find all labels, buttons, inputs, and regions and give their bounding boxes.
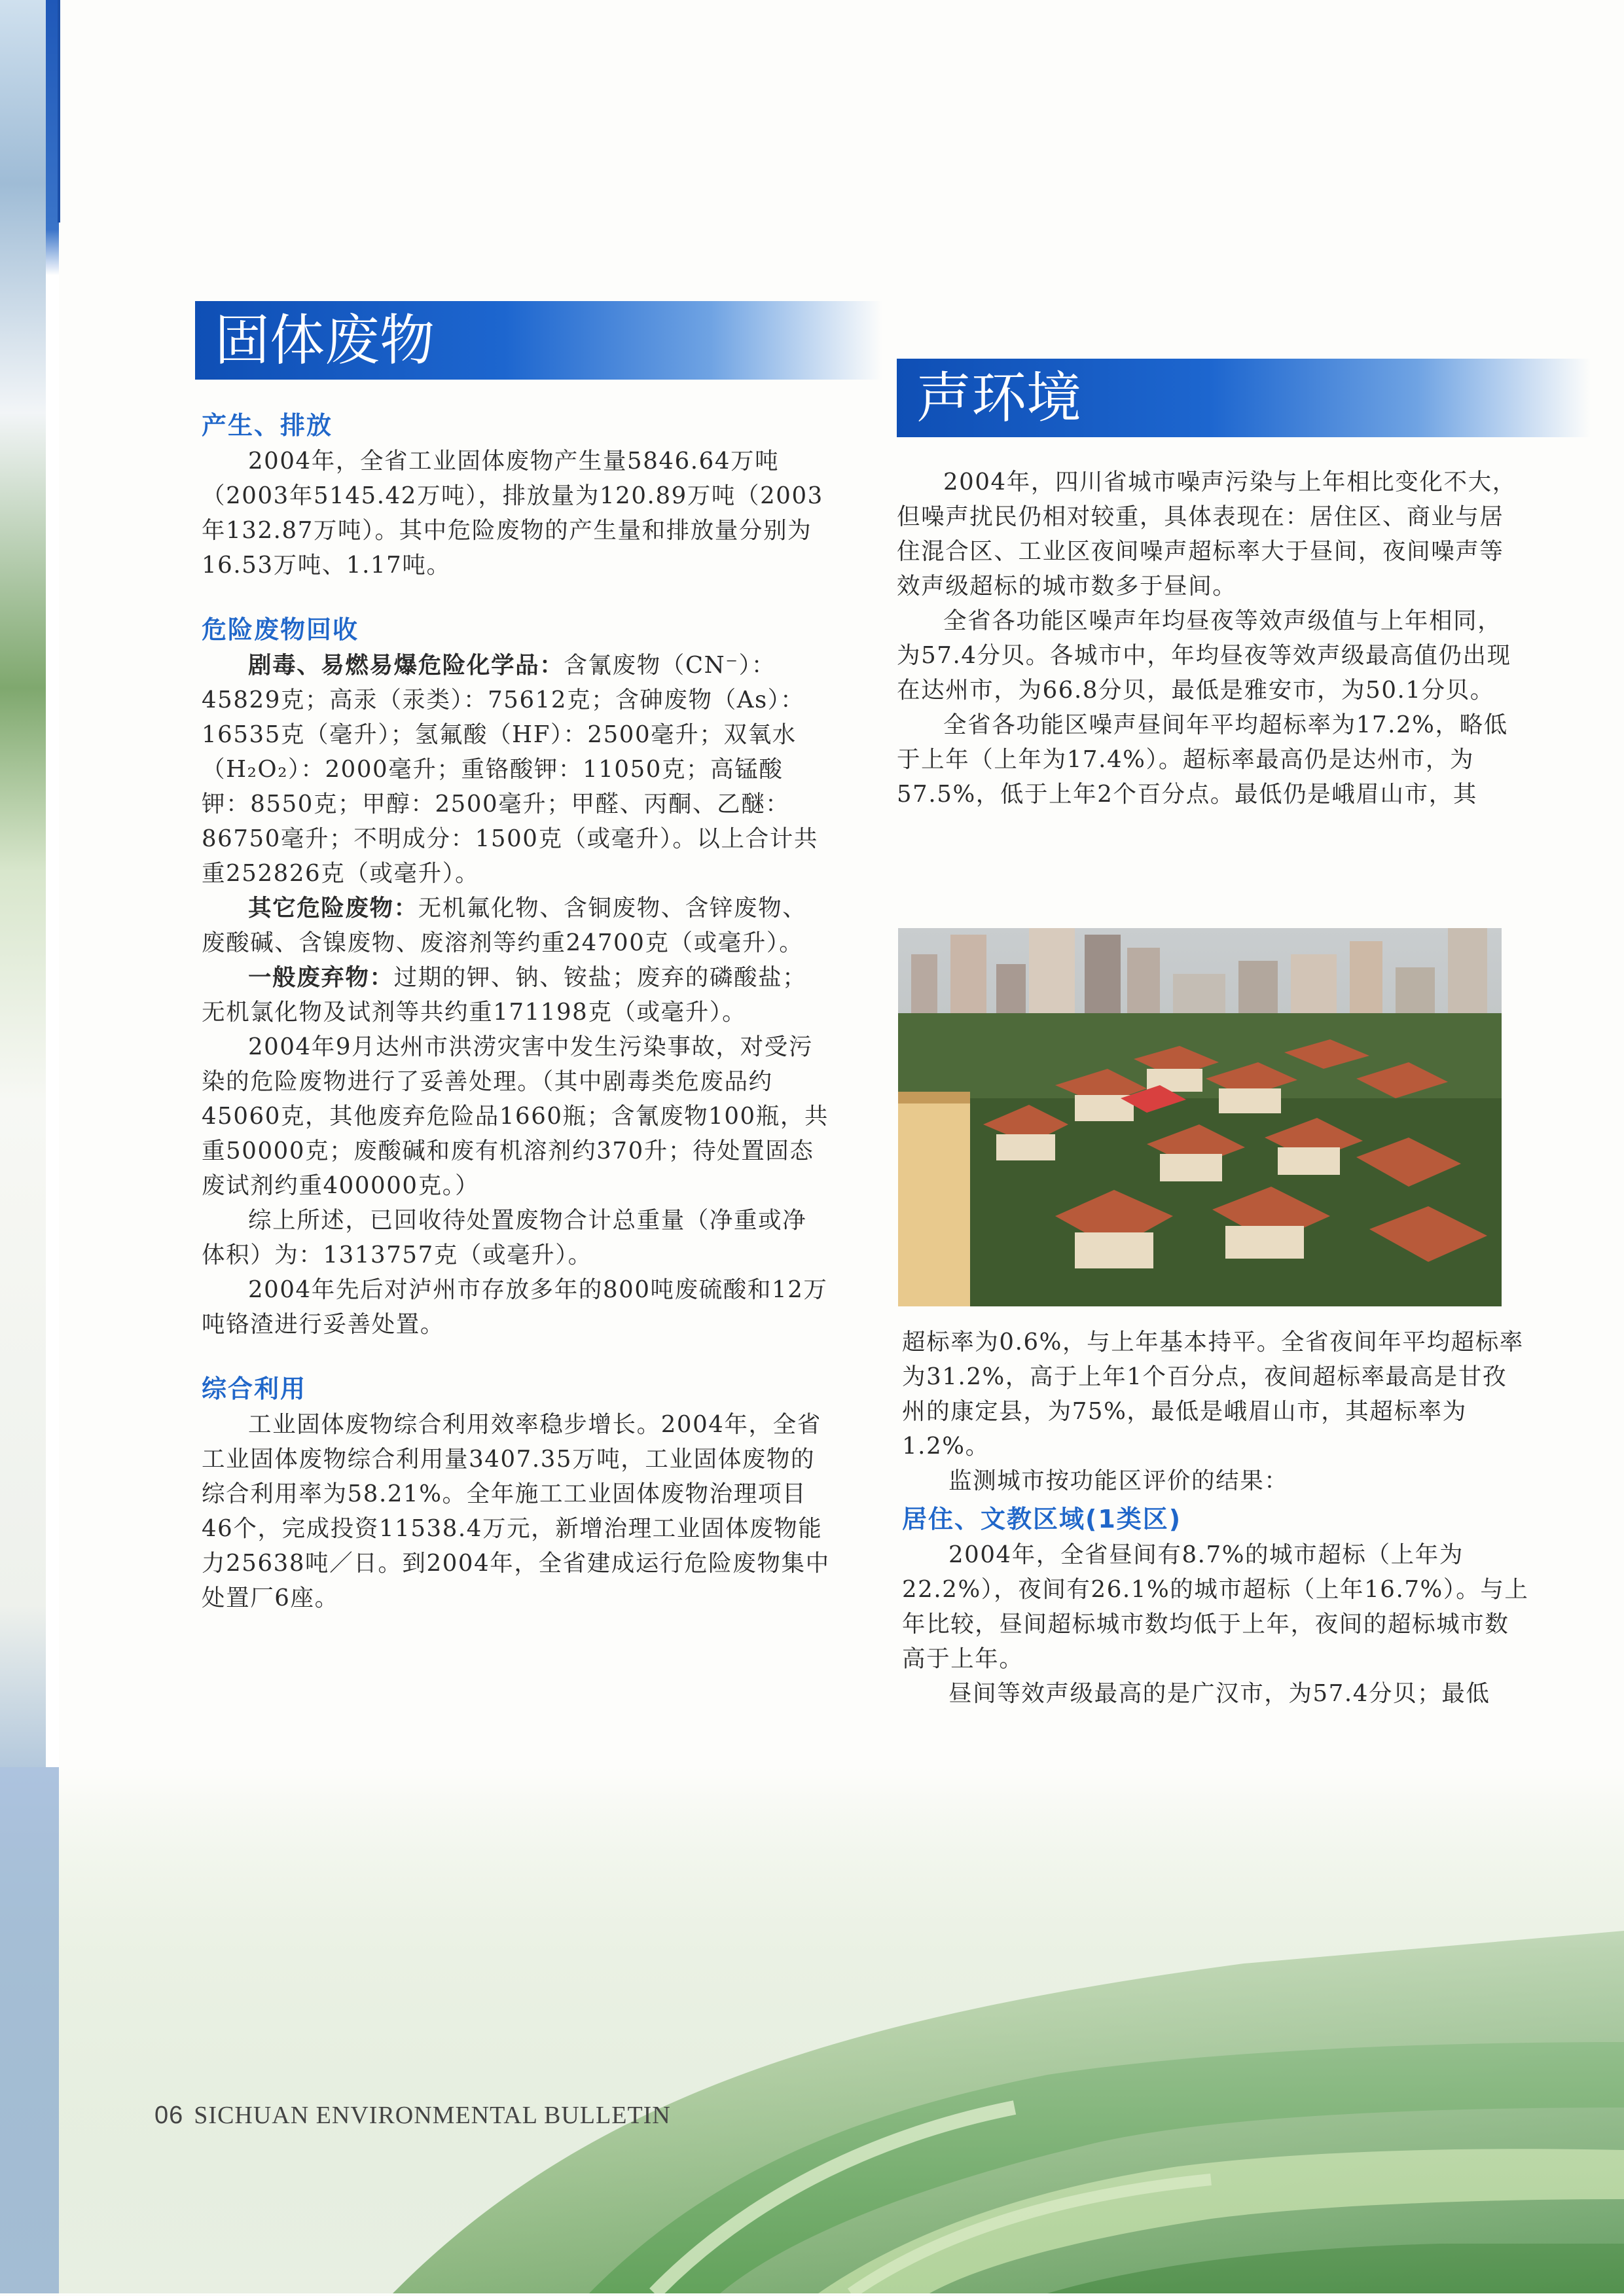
paragraph-toxic bbox=[202, 648, 830, 891]
paragraph-sound-6: 2004年，全省昼间有8.7%的城市超标（上年为22.2%），夜间有26.1%的城市超标（上年16.7%）。与上年比较，昼间超标城市数均低于上年，夜间的超标城市数高于上年。 bbox=[902, 1541, 1529, 1672]
paragraph-sound-4: 超标率为0.6%，与上年基本持平。全省夜间年平均超标率为31.2%，高于上年1个百分点，夜间超标率最高是甘孜州的康定县，为75%，最低是峨眉山市，其超标率为1.2%。 bbox=[902, 1329, 1524, 1460]
label-general-waste: 一般废弃物： bbox=[248, 964, 394, 991]
section-title-solid-waste: 固体废物 bbox=[195, 301, 882, 380]
subheading-zone1: 居住、文教区域(1类区) bbox=[902, 1505, 1182, 1534]
paragraph-sound-7: 昼间等效声级最高的是广汉市，为57.4分贝；最低 bbox=[948, 1680, 1490, 1707]
paragraph-sound-2: 全省各功能区噪声年均昼夜等效声级值与上年相同，为57.4分贝。各城市中，年均昼夜等效声级最高值仍出现在达州市，为66.8分贝，最低是雅安市，为50.1分贝。 bbox=[897, 607, 1511, 704]
paragraph-general-waste bbox=[202, 960, 830, 1030]
subheading-hazard-recovery: 危险废物回收 bbox=[202, 615, 359, 644]
publication-name: SICHUAN ENVIRONMENTAL BULLETIN bbox=[194, 2102, 671, 2129]
paragraph-generation: 2004年，全省工业固体废物产生量5846.64万吨（2003年5145.42万吨），排放量为120.89万吨（2003年132.87万吨）。其中危险废物的产生量和排放量分别为16.53万吨、1.17吨。 bbox=[202, 448, 823, 579]
city-residential-photo bbox=[898, 928, 1502, 1306]
paragraph-luzhou: 2004年先后对泸州市存放多年的800吨废硫酸和12万吨铬渣进行妥善处置。 bbox=[202, 1276, 828, 1338]
text-other-hazard: 无机氟化物、含铜废物、含锌废物、废酸碱、含镍废物、废溶剂等约重24700克（或毫升）。 bbox=[202, 895, 807, 956]
section-title-sound: 声环境 bbox=[897, 359, 1591, 437]
paragraph-total: 综上所述，已回收待处置废物合计总重量（净重或净体积）为：1313757克（或毫升）。 bbox=[202, 1207, 807, 1268]
paragraph-sound-1: 2004年，四川省城市噪声污染与上年相比变化不大，但噪声扰民仍相对较重，具体表现在：居住区、商业与居住混合区、工业区夜间噪声超标率大于昼间，夜间噪声等效声级超标的城市数多于昼间。 bbox=[897, 469, 1517, 600]
paragraph-other-hazard bbox=[202, 891, 830, 960]
text-toxic: 含氰废物（CN⁻）：45829克；高汞（汞类）：75612克；含砷废物（As）：16535克（毫升）；氢氟酸（HF）：2500毫升；双氧水（H₂O₂）：2000毫升；重铬酸钾：11050克；高锰酸钾：8550克；甲醇：2500毫升；甲醛、丙酮、乙醚：86750毫升；不明成分：1500克（或毫升）。以上合计共重252826克（或毫升）。 bbox=[202, 652, 818, 887]
subheading-generation: 产生、排放 bbox=[202, 411, 333, 440]
paragraph-dazhou: 2004年9月达州市洪涝灾害中发生污染事故，对受污染的危险废物进行了妥善处理。（其中剧毒类危废品约45060克，其他废弃危险品1660瓶；含氰废物100瓶，共重50000克；废酸碱和废有机溶剂约370升；待处置固态废试剂约重400000克。） bbox=[202, 1033, 829, 1199]
subheading-utilization: 综合利用 bbox=[202, 1374, 307, 1403]
label-toxic: 剧毒、易燃易爆危险化学品： bbox=[248, 652, 564, 679]
page-number: 06 bbox=[154, 2102, 184, 2129]
solid-waste-column bbox=[202, 407, 830, 1615]
left-edge-line bbox=[58, 0, 60, 223]
paragraph-sound-3: 全省各功能区噪声昼间年平均超标率为17.2%，略低于上年（上年为17.4%）。超标率最高仍是达州市，为57.5%，低于上年2个百分点。最低仍是峨眉山市，其 bbox=[897, 711, 1508, 808]
label-other-hazard: 其它危险废物： bbox=[248, 895, 418, 922]
paragraph-sound-5: 监测城市按功能区评价的结果： bbox=[948, 1467, 1289, 1494]
paragraph-utilization: 工业固体废物综合利用效率稳步增长。2004年，全省工业固体废物综合利用量3407.35万吨，工业固体废物的综合利用率为58.21%。全年施工工业固体废物治理项目46个，完成投资11538.4万元，新增治理工业固体废物能力25638吨／日。到2004年，全省建成运行危险废物集中处置厂6座。 bbox=[202, 1411, 830, 1611]
text-general-waste: 过期的钾、钠、铵盐；废弃的磷酸盐；无机氯化物及试剂等共约重171198克（或毫升）。 bbox=[202, 964, 807, 1026]
page-footer bbox=[154, 2101, 671, 2130]
sound-column-top bbox=[897, 465, 1525, 812]
sound-column-bottom bbox=[902, 1325, 1530, 1711]
decorative-grass-field bbox=[0, 1767, 1624, 2293]
